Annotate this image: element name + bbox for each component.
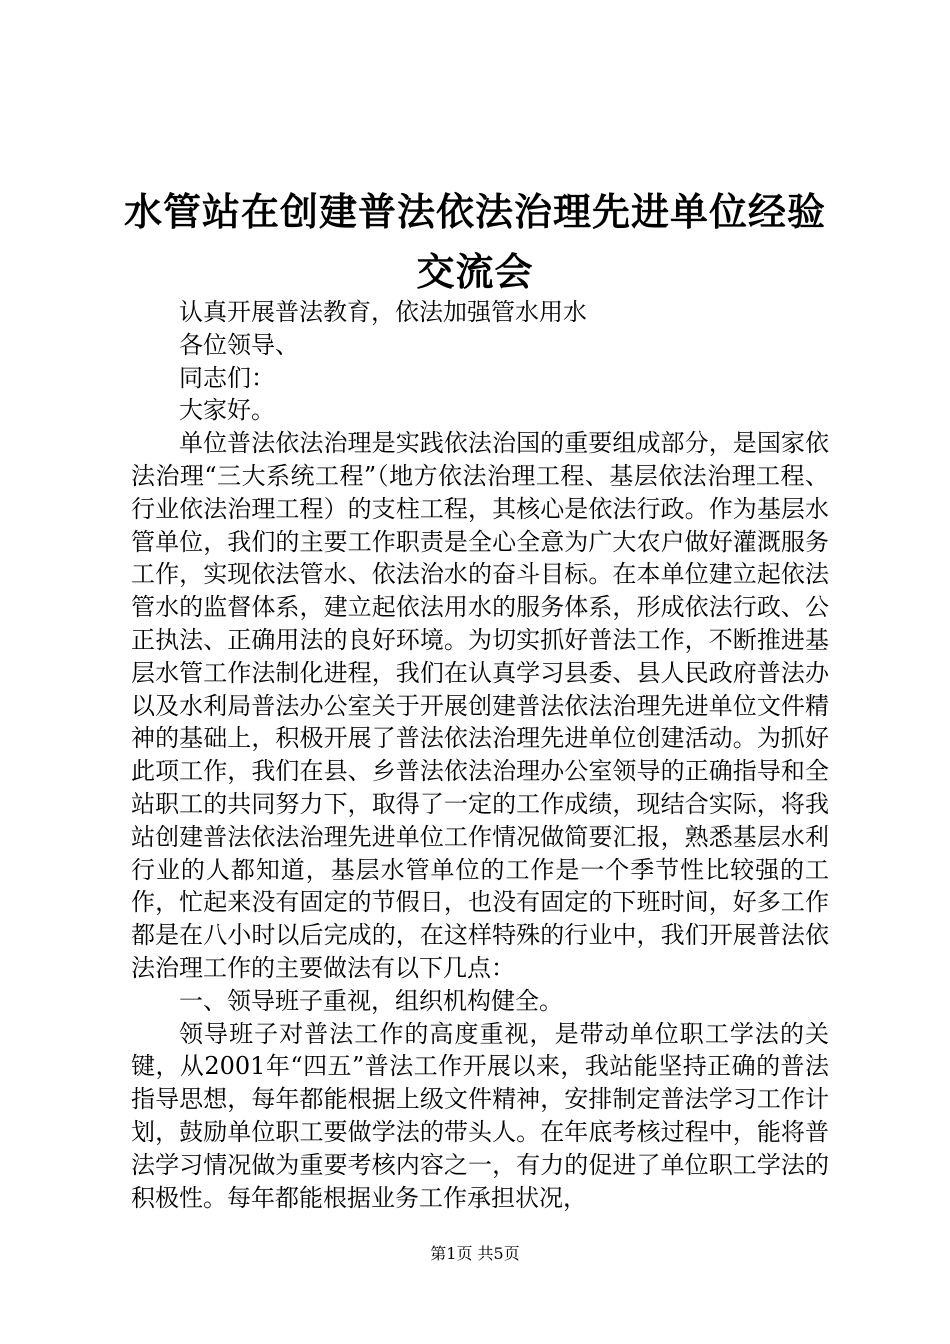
page-number-footer: 第1页 共5页 <box>430 1244 520 1263</box>
paragraph-greeting-leaders: 各位领导、 <box>179 330 299 359</box>
paragraph-section-body: 领导班子对普法工作的高度重视，是带动单位职工学法的关键，从2001年“四五”普法工作开展以来，我站能坚持正确的普法指导思想，每年都能根据上级文件精神，安排制定普法学习工作计划，鼓励单位职工要做学法的带头人。在年底考核过程中，能将普法学习情况做为重要考核内容之一，有力的促进了单位职工学法的积极性。每年都能根据业务工作承担状况， <box>131 1019 829 1212</box>
paragraph-greeting-comrades: 同志们： <box>179 363 275 392</box>
paragraph-section-heading: 一、领导班子重视，组织机构健全。 <box>179 986 563 1015</box>
paragraph-greeting-all: 大家好。 <box>179 396 275 425</box>
paragraph-subtitle: 认真开展普法教育，依法加强管水用水 <box>179 298 587 326</box>
document-body <box>131 296 829 1214</box>
paragraph-intro: 单位普法依法治理是实践依法治国的重要组成部分，是国家依法治理“三大系统工程”（地方依法治理工程、基层依法治理工程、行业依法治理工程）的支柱工程，其核心是依法行政。作为基层水管单位，我们的主要工作职责是全心全意为广大农户做好灌溉服务工作，实现依法管水、依法治水的奋斗目标。在本单位建立起依法管水的监督体系，建立起依法用水的服务体系，形成依法行政、公正执法、正确用法的良好环境。为切实抓好普法工作，不断推进基层水管工作法制化进程，我们在认真学习县委、县人民政府普法办以及水利局普法办公室关于开展创建普法依法治理先进单位文件精神的基础上，积极开展了普法依法治理先进单位创建活动。为抓好此项工作，我们在县、乡普法依法治理办公室领导的正确指导和全站职工的共同努力下，取得了一定的工作成绩，现结合实际，将我站创建普法依法治理先进单位工作情况做简要汇报，熟悉基层水利行业的人都知道，基层水管单位的工作是一个季节性比较强的工作，忙起来没有固定的节假日，也没有固定的下班时间，好多工作都是在八小时以后完成的，在这样特殊的行业中，我们开展普法依法治理工作的主要做法有以下几点： <box>131 429 829 982</box>
document-title: 水管站在创建普法依法治理先进单位经验交流会 <box>123 189 826 294</box>
